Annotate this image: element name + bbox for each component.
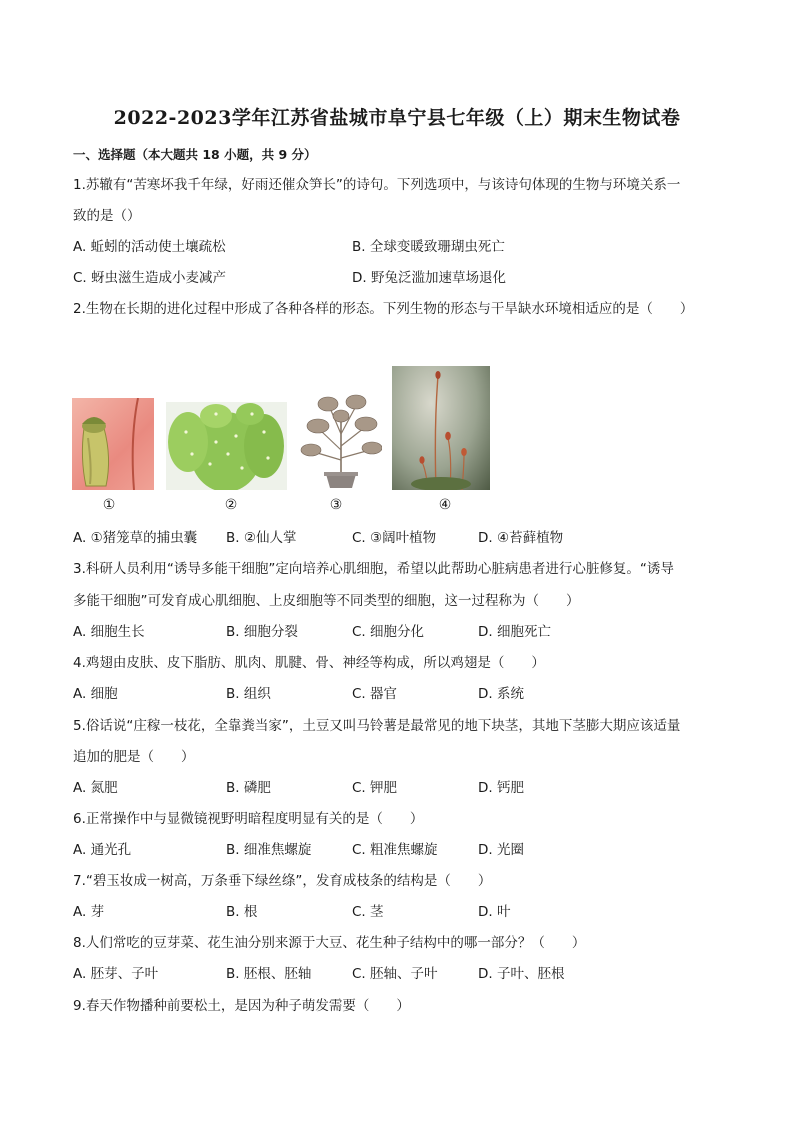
picture-label-2: ② — [224, 497, 238, 513]
question-4-line-1: 4.鸡翅由皮肤、皮下脂肪、肌肉、肌腱、骨、神经等构成，所以鸡翅是（ ） — [73, 655, 545, 671]
question-2-option-a: A. ①猪笼草的捕虫囊 — [73, 530, 198, 546]
cactus-image — [166, 402, 287, 490]
question-5-option-c: C. 钾肥 — [352, 780, 398, 796]
question-5-option-a: A. 氮肥 — [73, 780, 118, 796]
moss-image — [392, 366, 490, 490]
picture-label-3: ③ — [329, 497, 343, 513]
question-5-option-d: D. 钙肥 — [478, 780, 524, 796]
question-8-option-b: B. 胚根、胚轴 — [226, 966, 312, 982]
question-8-option-c: C. 胚轴、子叶 — [352, 966, 438, 982]
question-8-option-d: D. 子叶、胚根 — [478, 966, 565, 982]
question-7-option-c: C. 茎 — [352, 904, 384, 920]
question-7-option-a: A. 芽 — [73, 904, 105, 920]
question-4-option-d: D. 系统 — [478, 686, 524, 702]
question-8-option-a: A. 胚芽、子叶 — [73, 966, 159, 982]
question-5-line-2: 追加的肥是（ ） — [73, 749, 195, 765]
question-1-line-1: 1.苏辙有“苦寒坏我千年绿，好雨还催众笋长”的诗句。下列选项中，与该诗句体现的生物与环境关系一 — [73, 177, 681, 193]
question-6-option-a: A. 通光孔 — [73, 842, 132, 858]
question-6-option-c: C. 粗准焦螺旋 — [352, 842, 438, 858]
question-7-option-b: B. 根 — [226, 904, 258, 920]
question-3-option-b: B. 细胞分裂 — [226, 624, 298, 640]
question-7-option-d: D. 叶 — [478, 904, 511, 920]
pitcher-plant-image — [72, 398, 154, 490]
question-3-line-2: 多能干细胞”可发育成心肌细胞、上皮细胞等不同类型的细胞，这一过程称为（ ） — [73, 593, 580, 609]
question-3-option-a: A. 细胞生长 — [73, 624, 145, 640]
page-title: 2022-2023学年江苏省盐城市阜宁县七年级（上）期末生物试卷 — [113, 107, 681, 129]
broadleaf-plant-image — [300, 390, 382, 490]
question-1-option-b: B. 全球变暖致珊瑚虫死亡 — [352, 239, 505, 255]
question-3-option-c: C. 细胞分化 — [352, 624, 425, 640]
question-4-option-a: A. 细胞 — [73, 686, 118, 702]
picture-label-4: ④ — [438, 497, 452, 513]
question-7-line-1: 7.“碧玉妆成一树高，万条垂下绿丝绦”，发育成枝条的结构是（ ） — [73, 873, 492, 889]
picture-label-1: ① — [102, 497, 116, 513]
question-1-line-2: 致的是（） — [73, 208, 141, 224]
question-3-line-1: 3.科研人员利用“诱导多能干细胞”定向培养心肌细胞，希望以此帮助心脏病患者进行心脏修复。“诱导 — [73, 561, 674, 577]
question-5-option-b: B. 磷肥 — [226, 780, 271, 796]
question-6-option-b: B. 细准焦螺旋 — [226, 842, 312, 858]
question-4-option-b: B. 组织 — [226, 686, 271, 702]
question-6-option-d: D. 光圈 — [478, 842, 524, 858]
question-1-option-d: D. 野兔泛滥加速草场退化 — [352, 270, 506, 286]
question-2-option-b: B. ②仙人掌 — [226, 530, 297, 546]
question-2-line-1: 2.生物在长期的进化过程中形成了各种各样的形态。下列生物的形态与干旱缺水环境相适应的是（ ） — [73, 301, 694, 317]
section-heading: 一、选择题（本大题共 18 小题，共 9 分） — [73, 147, 317, 162]
question-4-option-c: C. 器官 — [352, 686, 398, 702]
question-1-option-c: C. 蚜虫滋生造成小麦减产 — [73, 270, 227, 286]
question-1-option-a: A. 蚯蚓的活动使土壤疏松 — [73, 239, 226, 255]
question-5-line-1: 5.俗话说“庄稼一枝花，全靠粪当家”，土豆又叫马铃薯是最常见的地下块茎，其地下茎膨大期应该适量 — [73, 718, 681, 734]
question-8-line-1: 8.人们常吃的豆芽菜、花生油分别来源于大豆、花生种子结构中的哪一部分？（ ） — [73, 935, 586, 951]
question-9-line-1: 9.春天作物播种前要松土，是因为种子萌发需要（ ） — [73, 998, 410, 1014]
question-2-option-d: D. ④苔藓植物 — [478, 530, 564, 546]
question-6-line-1: 6.正常操作中与显微镜视野明暗程度明显有关的是（ ） — [73, 811, 424, 827]
question-2-option-c: C. ③阔叶植物 — [352, 530, 437, 546]
question-3-option-d: D. 细胞死亡 — [478, 624, 551, 640]
